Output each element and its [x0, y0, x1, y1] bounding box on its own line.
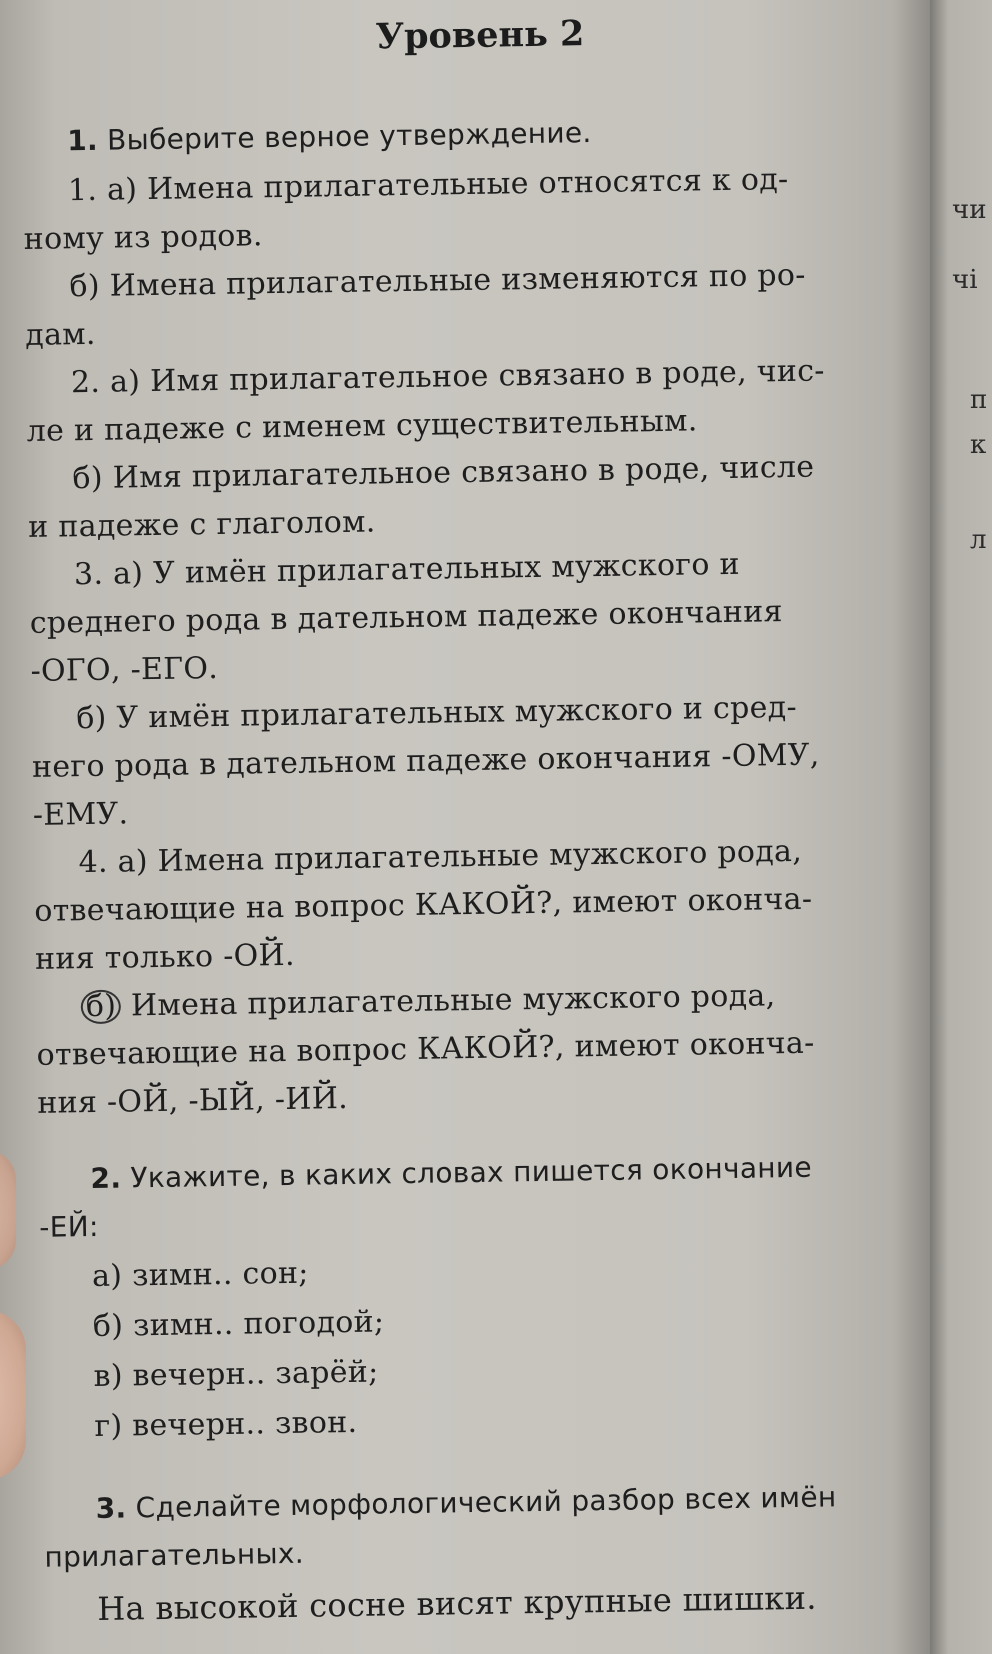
side-fragment: п [970, 385, 988, 415]
task1-line: ле и падеже с именем существительным. [26, 403, 698, 449]
task1-line: б) Имя прилагательное связано в роде, числе [72, 449, 815, 497]
task3-prompt [95, 1477, 836, 1529]
adjacent-page-edge [930, 0, 992, 1654]
task1-line: отвечающие на вопрос КАКОЙ?, имеют оконча- [36, 1025, 815, 1073]
task1-line: б) Имена прилагательные изменяются по ро- [69, 257, 806, 305]
task1-prompt-text: Выберите верное утверждение. [106, 116, 592, 157]
task1-line: ния -ОЙ, -ЫЙ, -ИЙ. [37, 1080, 349, 1121]
task2-option: б) зимн.. погодой; [92, 1304, 385, 1345]
finger-bottom [0, 1310, 26, 1480]
task1-line: б) У имён прилагательных мужского и сред- [76, 689, 798, 737]
task1-line: и падеже с глаголом. [28, 504, 376, 545]
task1-last-line [81, 976, 776, 1027]
task2-prompt [90, 1148, 812, 1199]
circled-answer-mark: б) [81, 990, 122, 1025]
side-fragment: л [970, 525, 987, 555]
task2-option: г) вечерн.. звон. [94, 1404, 358, 1445]
task1-line: 1. а) Имена прилагательные относятся к од- [67, 161, 789, 209]
page-title: Уровень 2 [375, 13, 585, 58]
task1-line: 2. а) Имя прилагательное связано в роде, чис- [70, 353, 825, 401]
task2-prompt-text: Укажите, в каких словах пишется окончание [130, 1150, 813, 1195]
finger-top [0, 1150, 16, 1270]
task1-line: ному из родов. [23, 218, 263, 257]
task2-option: а) зимн.. сон; [91, 1255, 309, 1295]
side-fragment: чи [952, 195, 987, 225]
task2-prompt-line2: -ЕЙ: [39, 1209, 99, 1244]
task3-sentence: На высокой сосне висят крупные шишки. [96, 1578, 817, 1628]
task1-line: отвечающие на вопрос КАКОЙ?, имеют оконча- [34, 881, 813, 929]
task1-number: 1. [66, 123, 99, 158]
task2-option: в) вечерн.. зарёй; [93, 1354, 379, 1395]
task1-line: ния только -ОЙ. [34, 937, 296, 977]
task1-line: 4. а) Имена прилагательные мужского рода, [78, 833, 803, 881]
task1-line: дам. [24, 316, 96, 353]
task3-prompt-text: Сделайте морфологический разбор всех имён [135, 1480, 837, 1525]
task3-prompt-line2: прилагательных. [44, 1536, 305, 1574]
side-fragment: к [970, 430, 987, 460]
side-fragment: чі [952, 265, 978, 295]
task1-line: -ЕМУ. [32, 796, 129, 833]
task3-number: 3. [95, 1491, 127, 1525]
task1-line: -ОГО, -ЕГО. [30, 650, 219, 689]
task2-number: 2. [90, 1161, 122, 1196]
task1-last-text: Имена прилагательные мужского рода, [120, 978, 776, 1024]
task1-prompt [67, 113, 592, 161]
task1-line: 3. а) У имён прилагательных мужского и [73, 546, 741, 593]
task1-line: него рода в дательном падеже окончания -ОМУ, [31, 737, 820, 785]
task1-line: среднего рода в дательном падеже окончания [29, 594, 783, 641]
